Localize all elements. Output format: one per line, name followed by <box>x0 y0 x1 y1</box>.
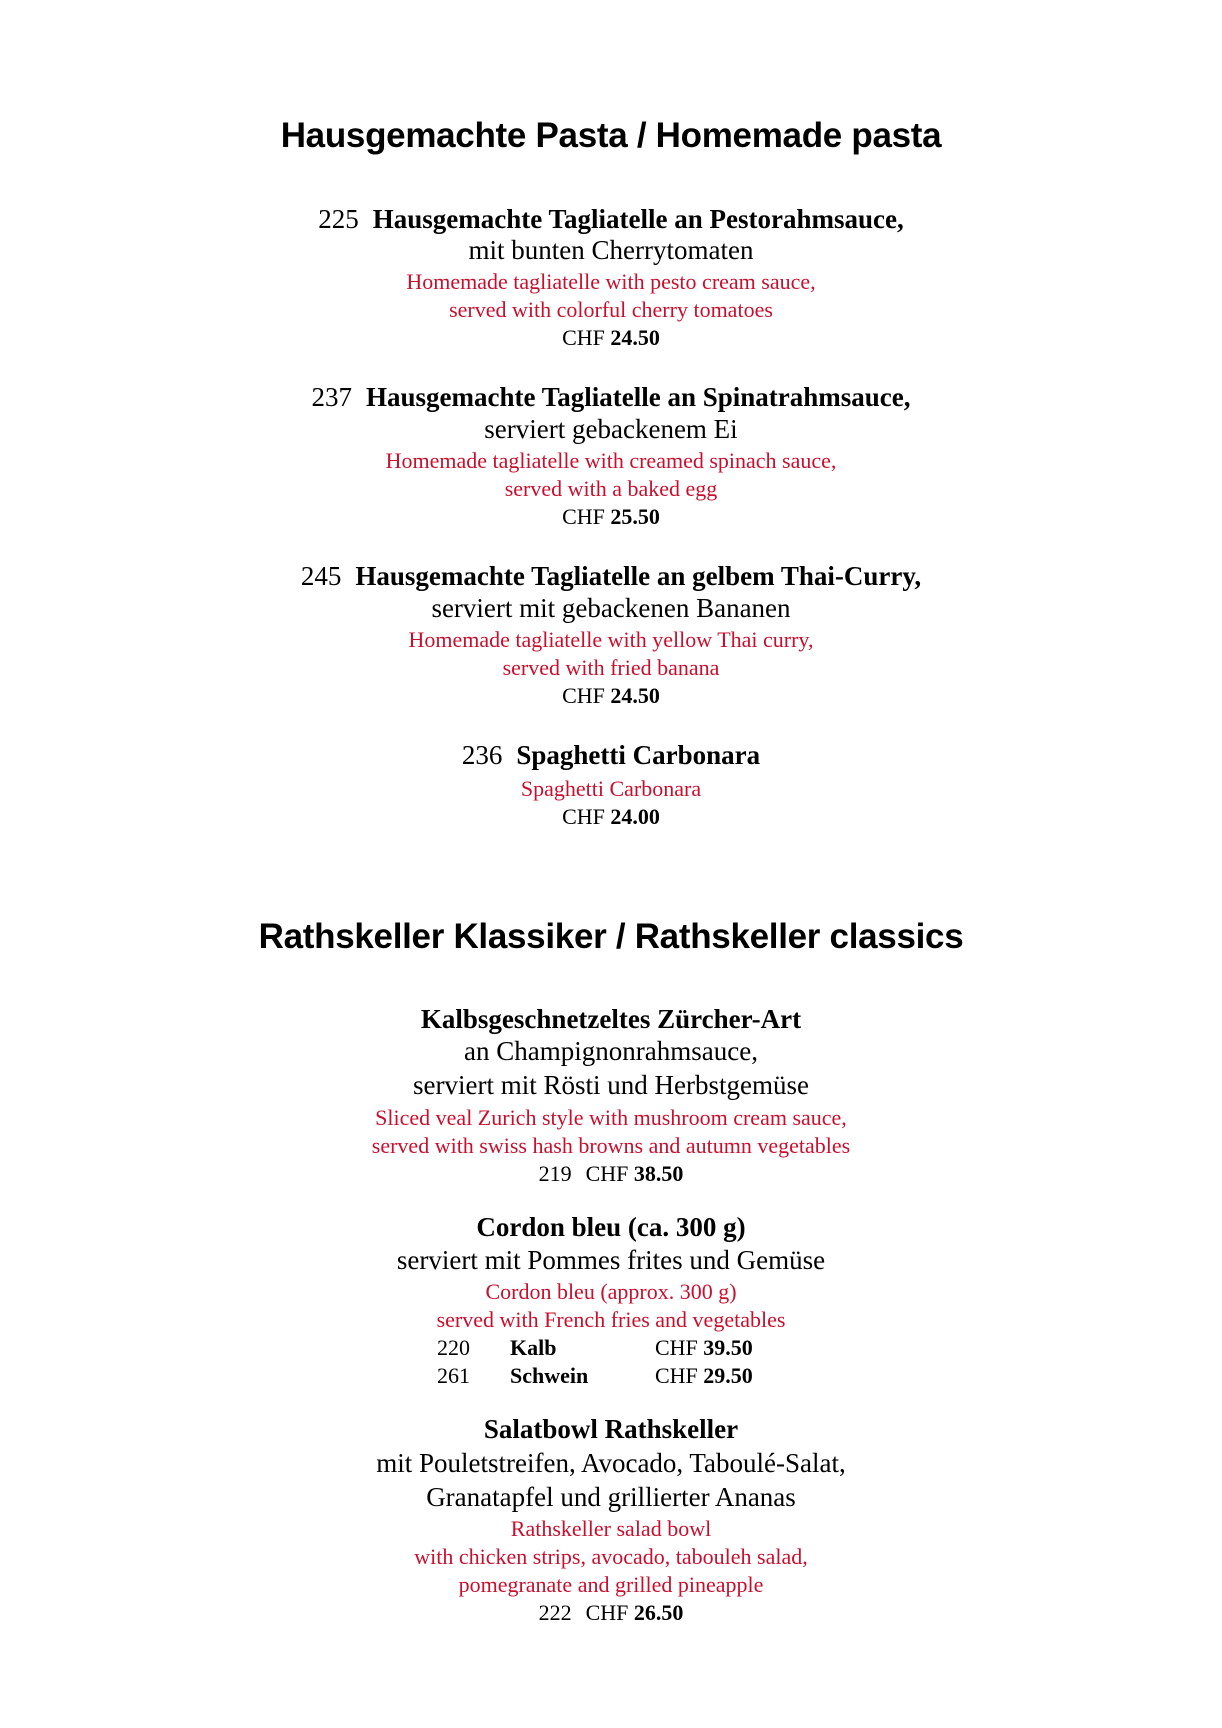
menu-item-subtitle: serviert mit gebackenen Bananen <box>431 593 791 623</box>
menu-item-title <box>0 561 1222 592</box>
item-name: Hausgemachte Tagliatelle an Spinatrahmsauce, <box>365 382 911 412</box>
menu-item-title: Salatbowl Rathskeller <box>483 1414 739 1444</box>
menu-item-english: served with a baked egg <box>504 476 718 501</box>
menu-item-english: served with French fries and vegetables <box>436 1307 786 1332</box>
price-value: 24.00 <box>610 804 660 829</box>
menu-item-subtitle: serviert mit Rösti und Herbstgemüse <box>413 1070 809 1100</box>
menu-item-title: Kalbsgeschnetzeltes Zürcher-Art <box>420 1004 802 1034</box>
menu-item-english: Rathskeller salad bowl <box>510 1516 712 1541</box>
currency: CHF <box>585 1600 629 1625</box>
menu-item-subtitle: serviert gebackenem Ei <box>484 414 738 444</box>
menu-item-english: served with fried banana <box>502 655 720 680</box>
menu-item-english: served with swiss hash browns and autumn vegetables <box>371 1133 851 1158</box>
menu-item-english: Cordon bleu (approx. 300 g) <box>485 1279 737 1304</box>
item-name: Hausgemachte Tagliatelle an Pestorahmsauce, <box>372 204 904 234</box>
menu-item-subtitle: mit Pouletstreifen, Avocado, Taboulé-Salat, <box>376 1448 846 1478</box>
menu-item-english: Homemade tagliatelle with yellow Thai curry, <box>408 627 814 652</box>
menu-item-price <box>0 683 1222 709</box>
menu-item-english: Sliced veal Zurich style with mushroom cream sauce, <box>375 1105 847 1130</box>
item-number: 245 <box>300 561 342 591</box>
menu-item-english: Spaghetti Carbonara <box>520 776 702 801</box>
menu-item-subtitle: Granatapfel und grillierter Ananas <box>426 1482 796 1512</box>
menu-item-english: Homemade tagliatelle with creamed spinach sauce, <box>385 448 837 473</box>
menu-item-price <box>0 504 1222 530</box>
menu-item-price <box>0 1161 1222 1187</box>
menu-item-title <box>0 740 1222 771</box>
menu-item-english: pomegranate and grilled pineapple <box>458 1572 764 1597</box>
currency: CHF <box>562 804 605 829</box>
item-number: 225 <box>318 204 359 234</box>
currency: CHF <box>562 504 605 529</box>
menu-item-title: Cordon bleu (ca. 300 g) <box>476 1212 746 1242</box>
variant-price: CHF 39.50 <box>655 1335 753 1360</box>
menu-item-subtitle: serviert mit Pommes frites und Gemüse <box>396 1245 826 1275</box>
price-value: 24.50 <box>610 325 660 350</box>
variant-name: Schwein <box>510 1363 589 1388</box>
currency: CHF <box>585 1161 629 1186</box>
variant-name: Kalb <box>510 1335 557 1360</box>
item-number: 222 <box>538 1600 572 1625</box>
variant-number: 261 <box>437 1363 470 1388</box>
price-value: 25.50 <box>610 504 660 529</box>
menu-item-title <box>0 204 1222 235</box>
variant-number: 220 <box>437 1335 470 1360</box>
price-value: 38.50 <box>633 1161 684 1186</box>
variant-price: CHF 29.50 <box>655 1363 753 1388</box>
item-name: Spaghetti Carbonara <box>516 740 761 770</box>
item-number: 237 <box>311 382 352 412</box>
pasta-section-heading: Hausgemachte Pasta / Homemade pasta <box>280 116 942 155</box>
menu-item-subtitle: an Champignonrahmsauce, <box>464 1036 758 1066</box>
menu-item-price <box>0 325 1222 351</box>
price-value: 26.50 <box>633 1600 684 1625</box>
menu-item-english: served with colorful cherry tomatoes <box>449 297 773 322</box>
price-value: 24.50 <box>610 683 660 708</box>
currency: CHF <box>562 683 605 708</box>
menu-item-subtitle: mit bunten Cherrytomaten <box>468 235 754 265</box>
currency: CHF <box>562 325 605 350</box>
item-number: 219 <box>538 1161 572 1186</box>
classics-section-heading: Rathskeller Klassiker / Rathskeller classics <box>258 917 964 956</box>
menu-item-price <box>0 1600 1222 1626</box>
item-name: Hausgemachte Tagliatelle an gelbem Thai-Curry, <box>355 561 922 591</box>
menu-item-english: Homemade tagliatelle with pesto cream sauce, <box>406 269 816 294</box>
menu-item-title <box>0 382 1222 413</box>
menu-item-english: with chicken strips, avocado, tabouleh salad, <box>414 1544 808 1569</box>
item-number: 236 <box>461 740 503 770</box>
menu-item-price <box>0 804 1222 830</box>
